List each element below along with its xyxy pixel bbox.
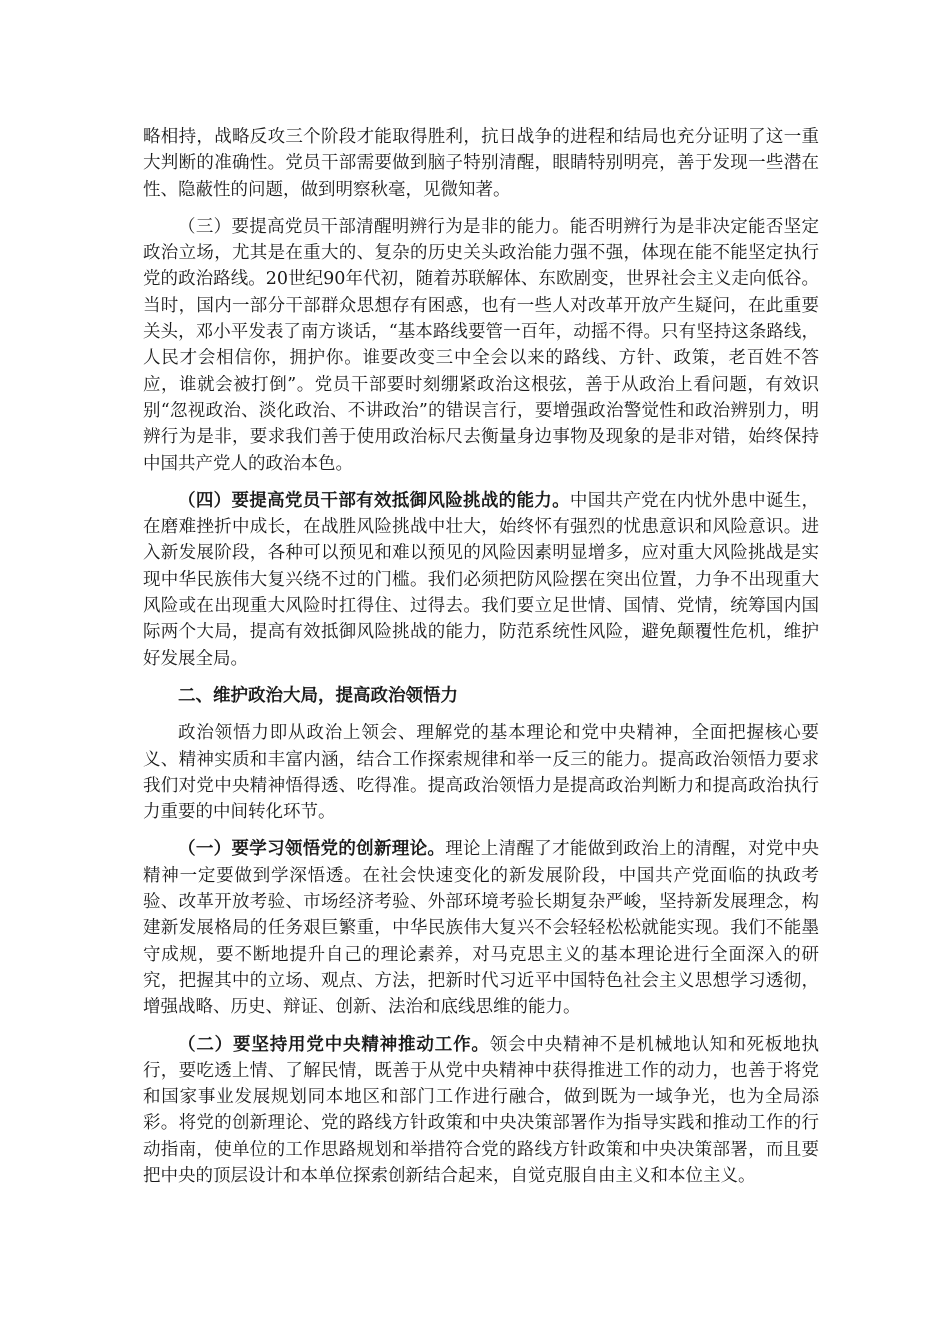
paragraph-continuation: 略相持，战略反攻三个阶段才能取得胜利，抗日战争的进程和结局也充分证明了这一重大判断的准确性。党员干部需要做到脑子特别清醒，眼睛特别明亮，善于发现一些潜在性、隐蔽性的问题，做到明察秋毫，见微知著。 — [143, 127, 819, 200]
paragraph-subsection-2 — [143, 1032, 819, 1190]
paragraph-section-3: （三）要提高党员干部清醒明辨行为是非的能力。能否明辨行为是非决定能否坚定政治立场，尤其是在重大的、复杂的历史关头政治能力强不强，体现在能不能坚定执行党的政治路线。20世纪90年代初，随着苏联解体、东欧剧变，世界社会主义走向低谷。当时，国内一部分干部群众思想存有困惑，也有一些人对改革开放产生疑问，在此重要关头，邓小平发表了南方谈话，“基本路线要管一百年，动摇不得。只有坚持这条路线，人民才会相信你，拥护你。谁要改变三中全会以来的路线、方针、政策，老百姓不答应，谁就会被打倒”。党员干部要时刻绷紧政治这根弦，善于从政治上看问题，有效识别“忽视政治、淡化政治、不讲政治”的错误言行，要增强政治警觉性和政治辨别力，明辨行为是非，要求我们善于使用政治标尺去衡量身边事物及现象的是非对错，始终保持中国共产党人的政治本色。 — [143, 216, 819, 474]
section-4-body: 中国共产党在内忧外患中诞生，在磨难挫折中成长，在战胜风险挑战中壮大，始终怀有强烈的忧患意识和风险意识。进入新发展阶段，各种可以预见和难以预见的风险因素明显增多，应对重大风险挑战是实现中华民族伟大复兴绕不过的门槛。我们必须把防风险摆在突出位置，力争不出现重大风险或在出现重大风险时扛得住、过得去。我们要立足世情、国情、党情，统筹国内国际两个大局，提高有效抵御风险挑战的能力，防范系统性风险，避免颠覆性危机，维护好发展全局。 — [143, 490, 820, 669]
subsection-2-lead: （二）要坚持用党中央精神推动工作。 — [178, 1034, 490, 1055]
document-page — [143, 124, 819, 1200]
paragraph-section-4 — [143, 488, 819, 672]
subsection-1-lead: （一）要学习领悟党的创新理论。 — [178, 839, 446, 860]
paragraph-subsection-1 — [143, 836, 819, 1020]
paragraph-political-understanding: 政治领悟力即从政治上领会、理解党的基本理论和党中央精神，全面把握核心要义、精神实质和丰富内涵，结合工作探索规律和举一反三的能力。提高政治领悟力要求我们对党中央精神悟得透、吃得准。提高政治领悟力是提高政治判断力和提高政治执行力重要的中间转化环节。 — [143, 723, 819, 823]
section-4-lead: （四）要提高党员干部有效抵御风险挑战的能力。 — [178, 490, 570, 511]
subsection-1-body: 理论上清醒了才能做到政治上的清醒，对党中央精神一定要做到学深悟透。在社会快速变化的新发展阶段，中国共产党面临的执政考验、改革开放考验、市场经济考验、外部环境考验长期复杂严峻，坚持新发展理念，构建新发展格局的任务艰巨繁重，中华民族伟大复兴不会轻轻松松就能实现。我们不能墨守成规，要不断地提升自己的理论素养，对马克思主义的基本理论进行全面深入的研究，把握其中的立场、观点、方法，把新时代习近平中国特色社会主义思想学习透彻，增强战略、历史、辩证、创新、法治和底线思维的能力。 — [143, 839, 820, 1018]
section-heading-2: 二、维护政治大局，提高政治领悟力 — [178, 685, 458, 706]
subsection-2-body: 领会中央精神不是机械地认知和死板地执行，要吃透上情、了解民情，既善于从党中央精神中获得推进工作的动力，也善于将党和国家事业发展规划同本地区和部门工作进行融合，做到既为一域争光，也为全局添彩。将党的创新理论、党的路线方针政策和中央决策部署作为指导实践和推动工作的行动指南，使单位的工作思路规划和举措符合党的路线方针政策和中央决策部署，而且要把中央的顶层设计和本单位探索创新结合起来，自觉克服自由主义和本位主义。 — [143, 1034, 819, 1186]
